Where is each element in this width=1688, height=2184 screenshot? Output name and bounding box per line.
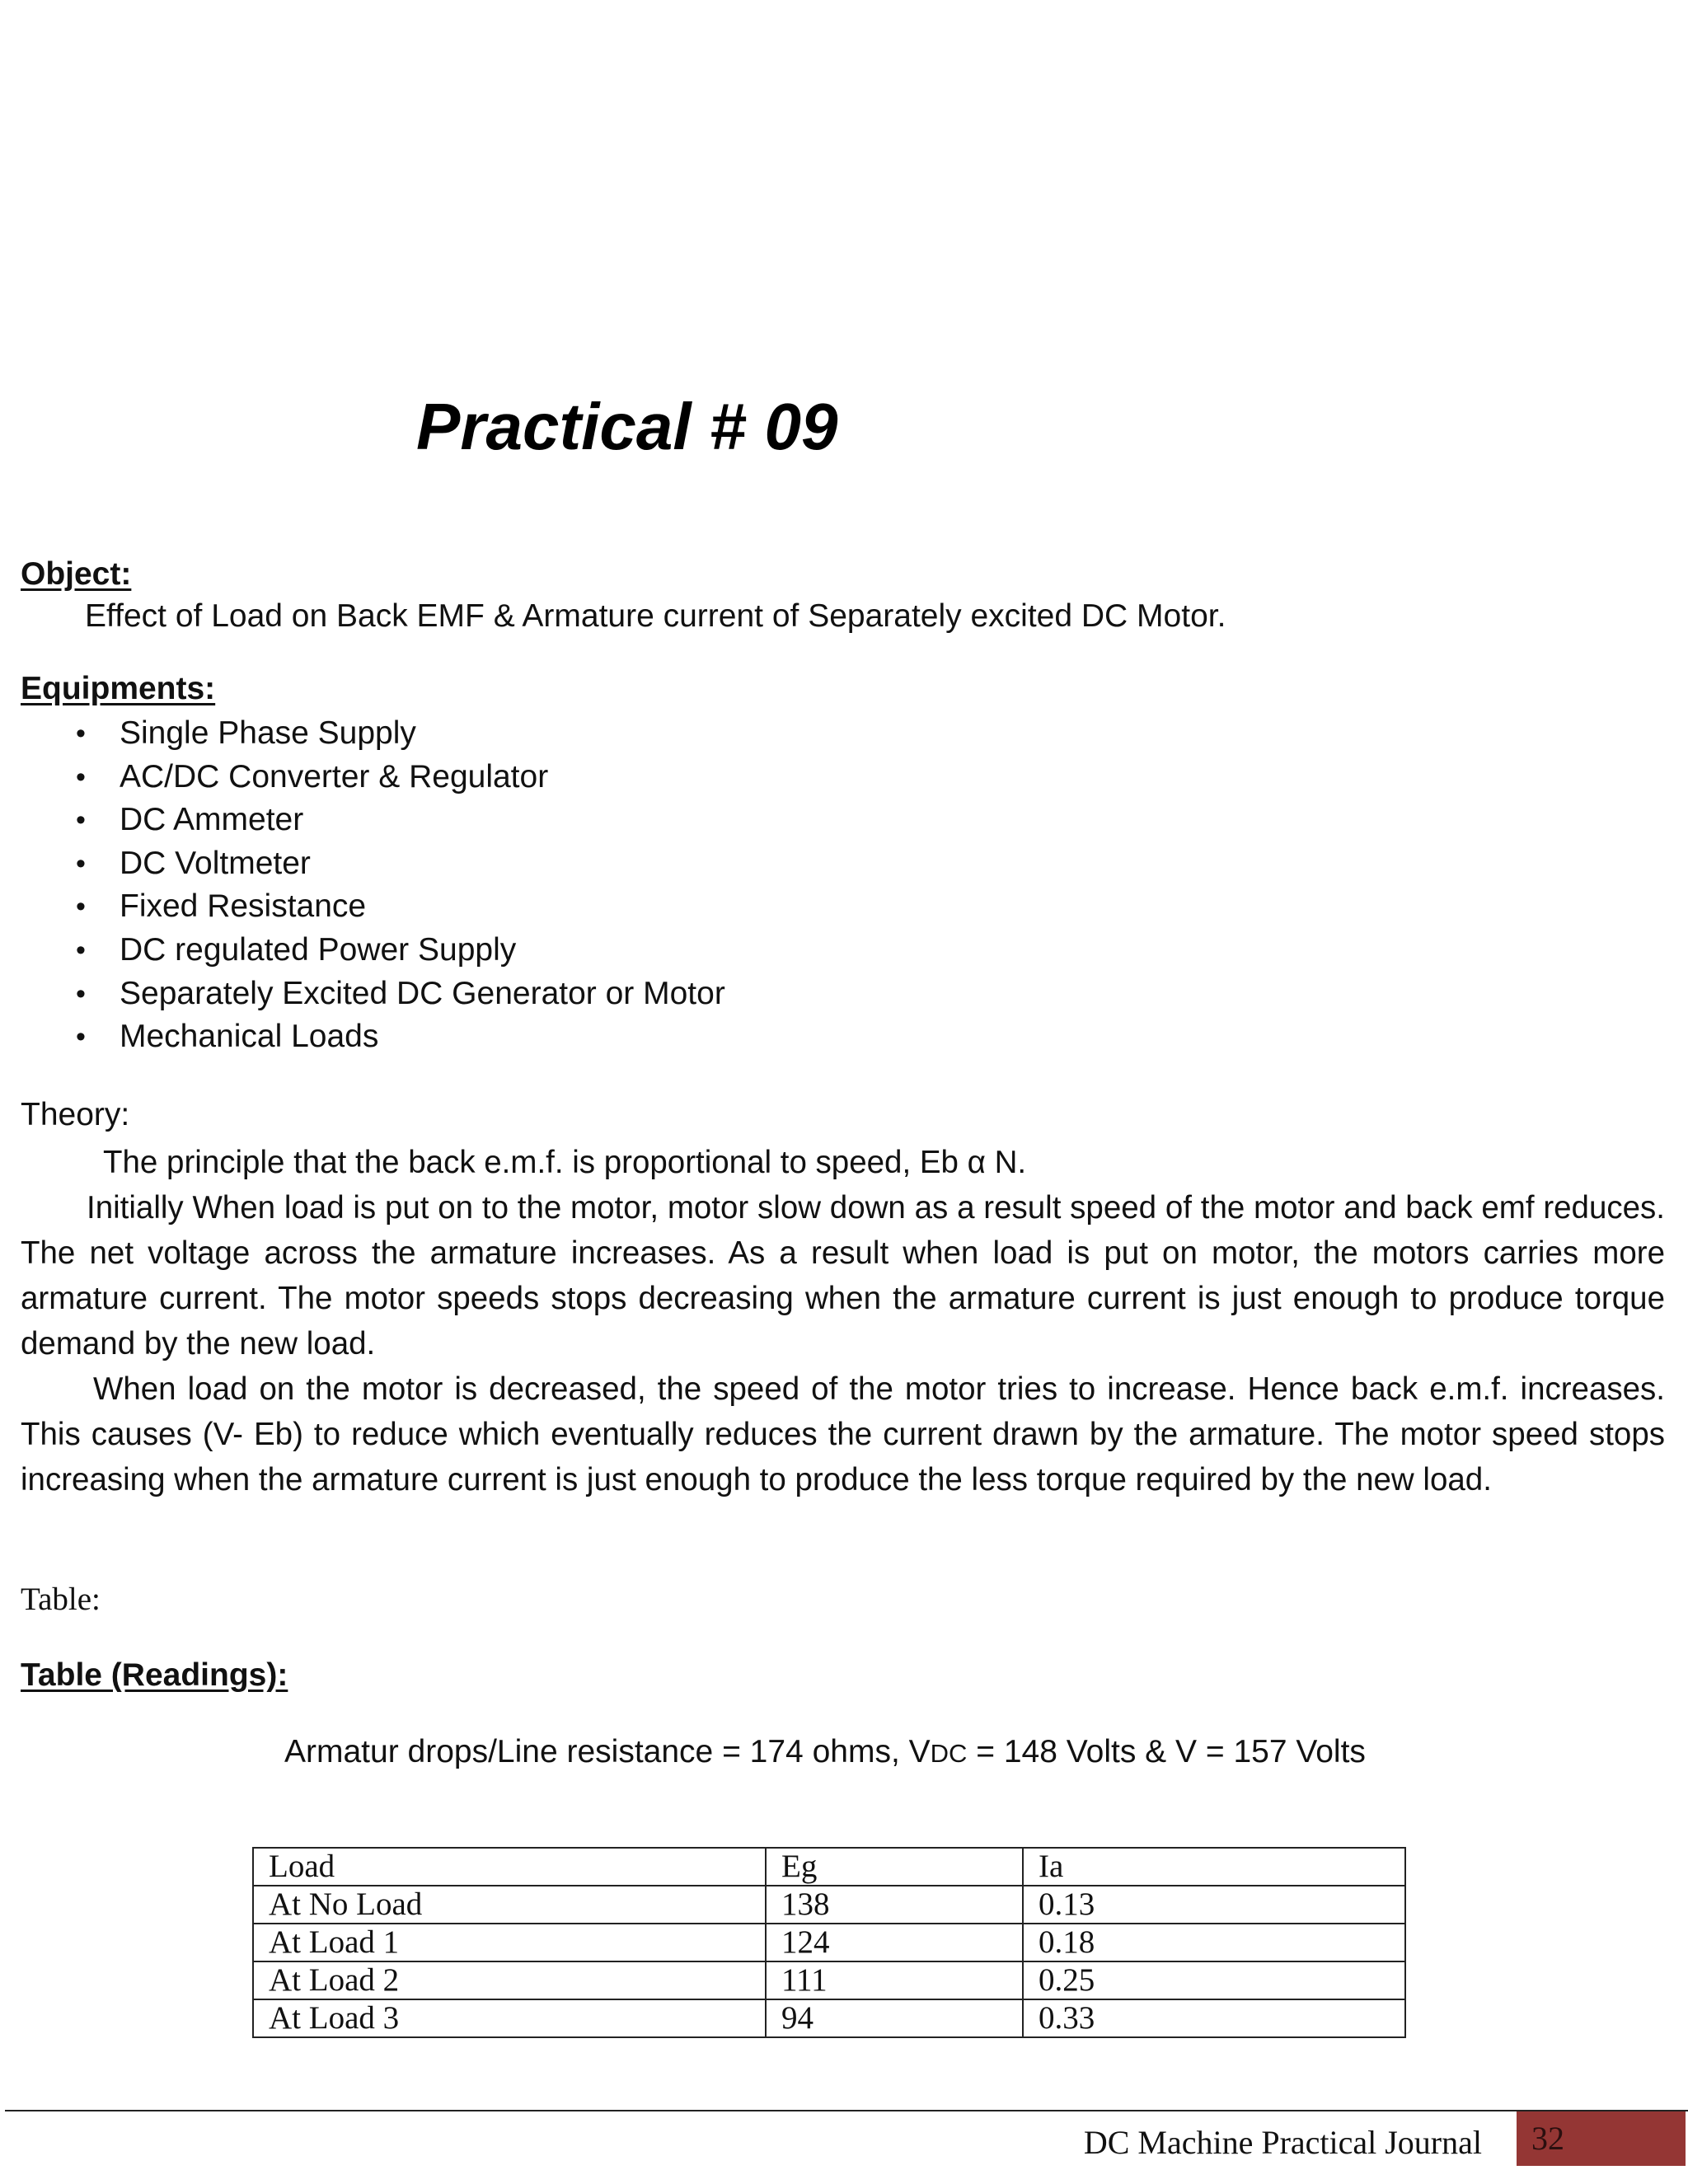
column-header: Ia [1023,1848,1405,1886]
equipment-item-label: AC/DC Converter & Regulator [120,758,549,794]
equipment-item-label: Mechanical Loads [120,1019,379,1055]
list-item [0,799,725,842]
column-header: Load [253,1848,766,1886]
table-cell: 0.18 [1023,1924,1405,1961]
theory-paragraph: Initially When load is put on to the motor, motor slow down as a result speed of the motor and back emf reduces. The net voltage across the armature increases. As a result when load is put on motor, the motors carries more armature current. The motor speeds stops decreasing when the armature current is just enough to produce torque demand by the new load. [21,1190,1665,1361]
list-item [0,1015,725,1059]
bullet-icon: • [76,718,86,749]
object-heading: Object: [21,556,132,592]
table-row [253,1924,1405,1961]
table-cell: 138 [766,1886,1023,1924]
theory-heading: Theory: [21,1097,130,1132]
params-subscript: DC [930,1739,968,1768]
table-cell: 111 [766,1961,1023,1999]
bullet-icon: • [76,761,86,793]
table-label: Table: [21,1582,101,1617]
equipment-list [0,712,725,1059]
readings-heading: Table (Readings): [21,1657,288,1693]
column-header: Eg [766,1848,1023,1886]
bullet-icon: • [76,891,86,923]
footer-divider [5,2110,1688,2111]
bullet-icon: • [76,977,86,1010]
table-row [253,1886,1405,1924]
table-row [253,1961,1405,1999]
page-title: Practical # 09 [416,390,838,463]
equipment-item-label: DC Ammeter [120,802,304,838]
list-item [0,712,725,756]
readings-table [252,1847,1406,2038]
footer-journal-name: DC Machine Practical Journal [1083,2124,1482,2161]
readings-parameters [284,1733,1366,1772]
theory-paragraph: The principle that the back e.m.f. is proportional to speed, Eb α N. [103,1145,1027,1180]
theory-text [21,1140,1665,1502]
bullet-icon: • [76,804,86,837]
bullet-icon: • [76,847,86,879]
table-cell: At Load 2 [253,1961,766,1999]
page-number: 32 [1517,2111,1686,2166]
theory-paragraph: When load on the motor is decreased, the speed of the motor tries to increase. Hence back e.m.f. increases. This causes (V- Eb) to reduce which eventually reduces the current drawn by the armature. The motor speed stops increasing when the armature current is just enough to produce the less torque required by the new load. [21,1371,1665,1497]
equipment-item-label: DC regulated Power Supply [120,931,517,968]
table-header-row [253,1848,1405,1886]
table-row [253,1999,1405,2037]
list-item [0,756,725,799]
table-cell: 94 [766,1999,1023,2037]
list-item [0,929,725,972]
table-cell: At No Load [253,1886,766,1924]
list-item [0,842,725,886]
table-cell: 0.13 [1023,1886,1405,1924]
list-item [0,972,725,1016]
table-cell: 0.33 [1023,1999,1405,2037]
equipment-item-label: Fixed Resistance [120,888,367,925]
params-suffix: = 148 Volts & V = 157 Volts [967,1734,1366,1769]
equipment-item-label: Separately Excited DC Generator or Motor [120,975,725,1011]
list-item [0,885,725,929]
table-cell: 0.25 [1023,1961,1405,1999]
equipment-item-label: DC Voltmeter [120,845,311,881]
bullet-icon: • [76,1021,86,1053]
table-cell: At Load 1 [253,1924,766,1961]
table-cell: 124 [766,1924,1023,1961]
equipments-heading: Equipments: [21,671,216,706]
params-prefix: Armatur drops/Line resistance = 174 ohms, V [284,1734,931,1769]
bullet-icon: • [76,934,86,966]
object-text: Effect of Load on Back EMF & Armature current of Separately excited DC Motor. [85,598,1226,634]
table-cell: At Load 3 [253,1999,766,2037]
equipment-item-label: Single Phase Supply [120,715,416,751]
